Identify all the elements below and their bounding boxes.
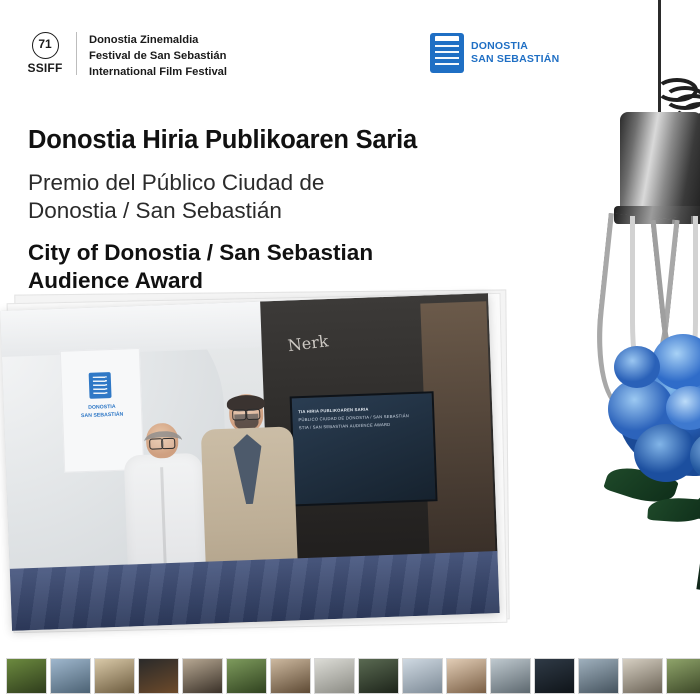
film-frame-2[interactable]	[50, 658, 91, 694]
flower-petal	[634, 424, 698, 482]
city-logo-line2: SAN SEBASTIÁN	[471, 53, 560, 65]
decor-lamp-group	[400, 0, 700, 640]
festival-name-en: International Film Festival	[89, 65, 228, 78]
award-title-en-line1: City of Donostia / San Sebastian	[28, 240, 374, 266]
person-right-glasses-icon	[231, 409, 261, 419]
film-frame-15[interactable]	[622, 658, 663, 694]
flower-petal	[614, 346, 660, 388]
photo-panel-text	[63, 403, 142, 421]
film-frame-14[interactable]	[578, 658, 619, 694]
festival-name-block	[89, 32, 227, 81]
photo-panel-shield-icon	[89, 372, 112, 399]
film-frame-9[interactable]	[358, 658, 399, 694]
film-frame-11[interactable]	[446, 658, 487, 694]
award-title-eu: Donostia Hiria Publikoaren Saria	[28, 126, 417, 154]
filmstrip	[0, 642, 700, 700]
award-title-en-line2: Audience Award	[28, 267, 204, 293]
city-logo-line1: DONOSTIA	[471, 39, 529, 52]
person-left-head	[146, 423, 179, 459]
ssiff-abbreviation: SSIFF	[27, 61, 63, 75]
festival-name-es: Festival de San Sebastián	[89, 49, 227, 62]
festival-name-eu: Donostia Zinemaldia	[89, 34, 199, 46]
ssiff-mark	[24, 32, 77, 75]
photo-chalk-lettering: Nerk	[286, 331, 330, 356]
edition-number: 71	[32, 32, 59, 59]
hydrangea-flower	[608, 330, 700, 520]
award-title-es-line2: Donostia / San Sebastián	[28, 198, 282, 224]
film-frame-3[interactable]	[94, 658, 135, 694]
photo-panel-line1: DONOSTIA	[88, 403, 116, 411]
film-frame-5[interactable]	[182, 658, 223, 694]
film-frame-6[interactable]	[226, 658, 267, 694]
photo-screen-line-3: STIA / SAN SEBASTIAN AUDIENCE AWARD	[298, 421, 391, 431]
film-frame-12[interactable]	[490, 658, 531, 694]
film-frame-10[interactable]	[402, 658, 443, 694]
photo-screen-line-2: PÚBLICO CIUDAD DE DONOSTIA / SAN SEBASTIÁN	[298, 413, 410, 423]
film-frame-8[interactable]	[314, 658, 355, 694]
photo-panel-line2: SAN SEBASTIÁN	[80, 411, 124, 419]
film-frame-16[interactable]	[666, 658, 700, 694]
person-left-glasses-icon	[148, 438, 176, 448]
film-frame-7[interactable]	[270, 658, 311, 694]
film-frame-1[interactable]	[6, 658, 47, 694]
film-frame-13[interactable]	[534, 658, 575, 694]
person-right-shirt	[233, 434, 264, 505]
film-frame-4[interactable]	[138, 658, 179, 694]
award-title-es-line1: Premio del Público Ciudad de	[28, 170, 325, 196]
festival-logo	[24, 32, 227, 81]
photo-screen-line-1: TIA HIRIA PUBLIKOAREN SARIA	[298, 406, 369, 415]
